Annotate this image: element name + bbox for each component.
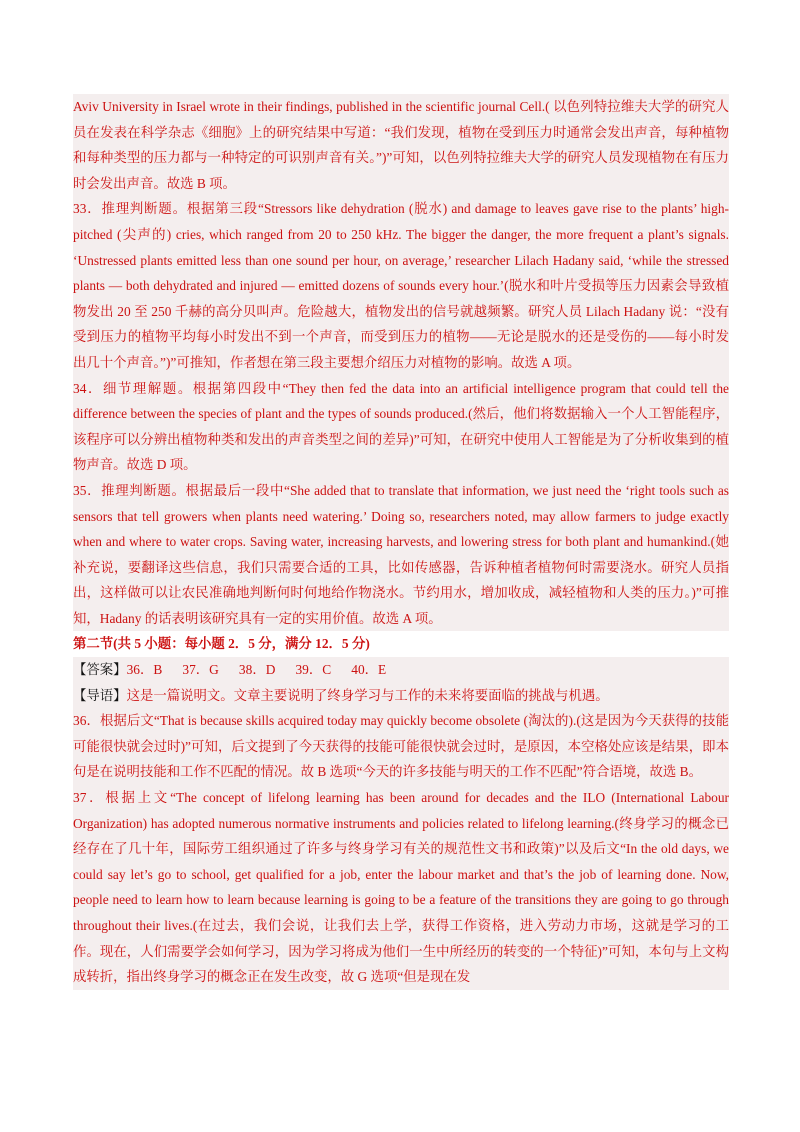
explanation-block-32-35 [73,94,729,631]
answer-block [73,657,729,990]
guide-label: 【导语】 [73,687,127,703]
guide-text: 这是一篇说明文。文章主要说明了终身学习与工作的未来将要面临的挑战与机遇。 [126,687,609,703]
explanation-34: 34．细节理解题。根据第四段中“They then fed the data into an artificial intelligence program that could tell the difference between the species of plant and the types of sounds produced.(然后，他们将数据输入一个人工智能程序，该程序可以分辨出植物种类和发出的声音类型之间的差异)”可知，在研究中使用人工智能是为了分析收集到的植物声音。故选 D 项。 [73,380,729,473]
explanation-33: 33．推理判断题。根据第三段“Stressors like dehydration (脱水) and damage to leaves gave rise to the plants’ high-pitched (尖声的) cries, which ranged from 20 to 250 kHz. The bigger the danger, the more frequent a plant’s signals. ‘Unstressed plants emitted less than one sound per hour, on average,’ researcher Lilach Hadany said, ‘while the stressed plants — both dehydrated and injured — emitted dozens of sounds every hour.’(脱水和叶片受损等压力因素会导致植物发出 20 至 250 千赫的高分贝叫声。危险越大，植物发出的信号就越频繁。研究人员 Lilach Hadany 说：“没有受到压力的植物平均每小时发出不到一个声音，而受到压力的植物——无论是脱水的还是受伤的——每小时发出几十个声音。”)”可推知，作者想在第三段主要想介绍压力对植物的影响。故选 A 项。 [73,201,729,370]
explanation-37: 37．根据上文“The concept of lifelong learning has been around for decades and the ILO (International Labour Organization) has adopted numerous normative instruments and policies related to lifelong learning.(终身学习的概念已经存在了几十年，国际劳工组织通过了许多与终身学习有关的规范性文书和政策)”以及后文“In the old days, we could say let’s go to school, get qualified for a job, enter the labour market and that’s the job of learning done. Now, people need to learn how to learn because learning is going to be a feature of the transitions they are going to go through throughout their lives.(在过去，我们会说，让我们去上学，获得工作资格，进入劳动力市场，这就是学习的工作。现在，人们需要学会如何学习，因为学习将成为他们一生中所经历的转变的一个特征)”可知，本句与上文构成转折，指出终身学习的概念正在发生改变，故 G 选项“但是现在发 [73,790,729,985]
answer-39: 39．C [295,662,332,678]
guide-line [73,683,729,709]
section-heading: 第二节(共 5 小题：每小题 2．5 分，满分 12．5 分) [73,636,370,652]
answer-36: 36．B [126,662,163,678]
explanation-35: 35．推理判断题。根据最后一段中“She added that to translate that information, we just need the ‘right tools such as sensors that tell growers when plants need watering.’ Doing so, researchers noted, may allow farmers to judge exactly when and where to water crops. Saving water, increasing harvests, and lowering stress for both plant and humankind.(她补充说，要翻译这些信息，我们只需要合适的工具，比如传感器，告诉种植者植物何时需要浇水。研究人员指出，这样做可以让农民准确地判断何时何地给作物浇水。节约用水，增加收成，减轻植物和人类的压力。)”可推知，Hadany 的话表明该研究具有一定的实用价值。故选 A 项。 [73,482,729,626]
document-page [73,94,729,990]
answer-38: 38．D [238,662,276,678]
answer-37: 37．G [182,662,219,678]
explanation-36: 36．根据后文“That is because skills acquired today may quickly become obsolete (淘汰的).(这是因为今天获得的技能可能很快就会过时)”可知，后文提到了今天获得的技能可能很快就会过时，是原因，本空格处应该是结果，即本句是在说明技能和工作不匹配的情况。故 B 选项“今天的许多技能与明天的工作不匹配”符合语境，故选 B。 [73,713,729,780]
explanation-32-tail: Aviv University in Israel wrote in their findings, published in the scientific journal Cell.( 以色列特拉维夫大学的研究人员在发表在科学杂志《细胞》上的研究结果中写道：“我们发现，植物在受到压力时通常会发出声音，每种植物和每种类型的压力都与一种特定的可识别声音有关。”)”可知，以色列特拉维夫大学的研究人员发现植物在有压力时会发出声音。故选 B 项。 [73,99,729,191]
answer-line [73,657,729,683]
answer-40: 40．E [351,662,387,678]
answer-label: 【答案】 [73,662,127,678]
